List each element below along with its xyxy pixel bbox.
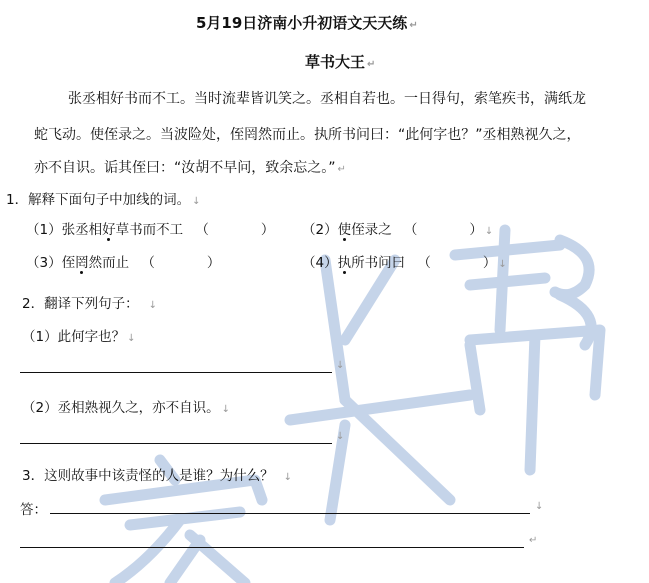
q2-sentence-1: （1）此何字也？ [22, 329, 126, 345]
q1-heading: 1．解释下面句子中加线的词。 [6, 192, 191, 208]
return-mark: ↵ [337, 164, 346, 175]
down-mark: ↓ [192, 196, 201, 207]
down-mark: ↓ [498, 259, 507, 270]
passage-line-2: 蛇飞动。使侄录之。当波险处，侄罔然而止。执所书问曰：“此何字也？”丞相熟视久之， [34, 127, 581, 143]
passage-line-1: 张丞相好书而不工。当时流辈皆讥笑之。丞相自若也。一日得句，索笔疾书，满纸龙 [68, 91, 586, 107]
down-mark: ↓ [484, 226, 494, 237]
underlined-word: 罔 [75, 251, 89, 271]
passage-title: 草书大王 [305, 53, 366, 71]
q3-heading: 3．这则故事中该责怪的人是谁？为什么？ [22, 468, 274, 484]
answer-line[interactable] [20, 547, 524, 548]
return-mark: ↵ [529, 535, 538, 546]
q2-heading: 2．翻译下列句子： [22, 296, 139, 312]
return-mark: ↵ [409, 20, 418, 31]
q1-item-4: （4）执所书问曰 （ ） ↓ [302, 251, 507, 271]
underlined-word: 使 [338, 218, 352, 238]
down-mark: ↓ [221, 404, 230, 415]
underlined-word: 好 [102, 218, 116, 238]
answer-label: 答： [20, 502, 47, 518]
q1-item-1: （1）张丞相好草书而不工 （ ） [26, 218, 274, 238]
down-mark: ↓ [148, 300, 157, 311]
down-mark: ↓ [283, 472, 292, 483]
down-mark: ↓ [535, 501, 544, 512]
q2-sentence-2: （2）丞相熟视久之，亦不自识。 [22, 400, 220, 416]
down-mark: ↓ [336, 360, 345, 371]
q1-item-2: （2）使侄录之 （ ） ↓ [302, 218, 493, 238]
passage-line-3: 亦不自识。诟其侄曰：“汝胡不早问，致余忘之。” [34, 160, 336, 176]
down-mark: ↓ [336, 431, 345, 442]
answer-line[interactable] [50, 513, 530, 514]
down-mark: ↓ [127, 333, 136, 344]
underlined-word: 执 [338, 251, 352, 271]
return-mark: ↵ [367, 59, 376, 70]
answer-line[interactable] [20, 372, 332, 373]
answer-line[interactable] [20, 443, 332, 444]
q1-item-3: （3）侄罔然而止 （ ） [26, 251, 220, 271]
page-title: 5月19日济南小升初语文天天练 [196, 14, 408, 32]
